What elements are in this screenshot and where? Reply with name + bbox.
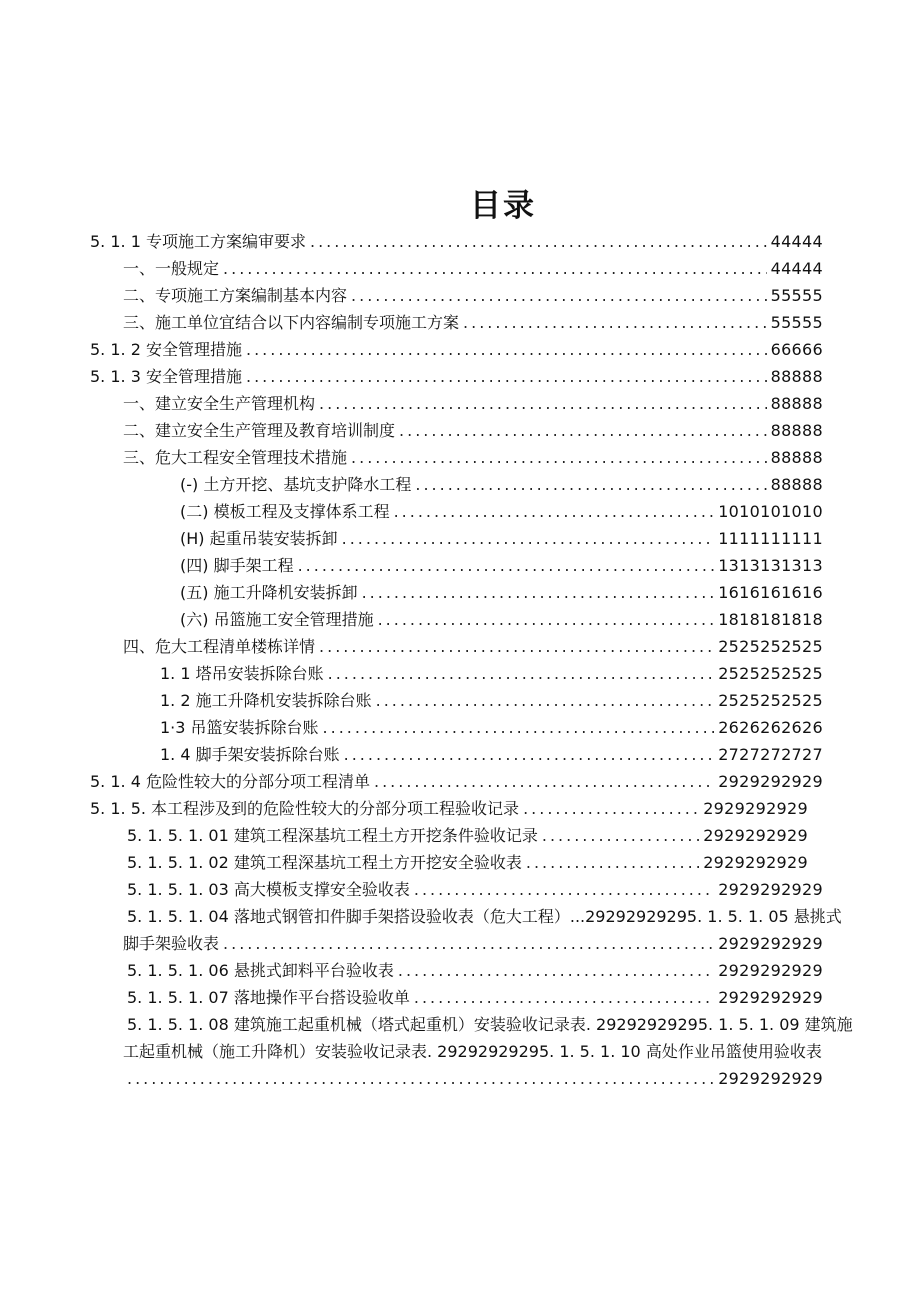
toc-leader [378, 606, 715, 633]
toc-entry[interactable] [180, 606, 823, 633]
toc-entry[interactable] [160, 714, 823, 741]
toc-leader [319, 633, 714, 660]
toc-entry[interactable] [127, 822, 808, 849]
toc-entry-wrapped-line[interactable]: 工起重机械（施工升降机）安装验收记录表. 29292929295. 1. 5. 1. 10 高处作业吊篮使用验收表 [123, 1042, 822, 1061]
toc-leader [542, 822, 699, 849]
toc-entry-page: 2929292929 [718, 1069, 823, 1088]
toc-entry-wrapped-line[interactable]: 5. 1. 5. 1. 08 建筑施工起重机械（塔式起重机）安装验收记录表. 29292929295. 1. 5. 1. 09 建筑施 [127, 1015, 853, 1034]
toc-entry-text: (五) 施工升降机安装拆卸 [180, 583, 358, 602]
toc-entry-text: 1. 1 塔吊安装拆除台账 [160, 664, 324, 683]
toc-entry-text: 三、施工单位宜结合以下内容编制专项施工方案 [123, 313, 460, 332]
toc-entry[interactable] [90, 768, 823, 795]
toc-entry-text: 1. 2 施工升降机安装拆除台账 [160, 691, 372, 710]
toc-entry[interactable] [127, 849, 808, 876]
toc-entry-text: (-) 土方开挖、基坑支护降水工程 [180, 475, 412, 494]
toc-title: 目录 [470, 188, 536, 224]
toc-entry[interactable] [180, 552, 823, 579]
toc-entry[interactable] [90, 336, 823, 363]
toc-leader [394, 498, 715, 525]
toc-leader [374, 768, 714, 795]
toc-entry-text: (六) 吊篮施工安全管理措施 [180, 610, 374, 629]
toc-entry-text: 1·3 吊篮安装拆除台账 [160, 718, 319, 737]
toc-entry[interactable] [123, 633, 823, 660]
toc-entry-text: 5. 1. 5. 1. 03 高大模板支撑安全验收表 [127, 880, 410, 899]
toc-entry[interactable] [127, 876, 823, 903]
toc-entry-page: 88888 [770, 448, 823, 467]
toc-leader [246, 336, 767, 363]
toc-entry-page: 88888 [770, 394, 823, 413]
toc-entry-page: 2929292929 [718, 772, 823, 791]
toc-leader [414, 984, 714, 1011]
toc-entry-text: 5. 1. 5. 1. 01 建筑工程深基坑工程土方开挖条件验收记录 [127, 826, 538, 845]
toc-entry-page: 2525252525 [718, 691, 823, 710]
toc-leader [310, 228, 767, 255]
toc-entry-page: 44444 [770, 259, 823, 278]
toc-entry-text: (二) 模板工程及支撑体系工程 [180, 502, 390, 521]
toc-entry[interactable] [180, 525, 823, 552]
toc-entry[interactable] [180, 471, 823, 498]
toc-entry-text: 1. 4 脚手架安装拆除台账 [160, 745, 340, 764]
toc-entry-text: 5. 1. 5. 本工程涉及到的危险性较大的分部分项工程验收记录 [90, 799, 520, 818]
toc-leader [351, 444, 767, 471]
toc-leader [223, 930, 714, 957]
toc-entry-text: 二、建立安全生产管理及教育培训制度 [123, 421, 396, 440]
toc-entry-page: 2525252525 [718, 637, 823, 656]
toc-leader [328, 660, 715, 687]
toc-leader [319, 390, 767, 417]
toc-entry-text: (H) 起重吊装安装拆卸 [180, 529, 338, 548]
toc-leader [246, 363, 767, 390]
toc-entry-page: 1313131313 [718, 556, 823, 575]
toc-entry[interactable] [180, 498, 823, 525]
toc-entry-page: 1818181818 [718, 610, 823, 629]
toc-entry-text: 5. 1. 5. 1. 06 悬挑式卸料平台验收表 [127, 961, 394, 980]
toc-entry-text: 三、危大工程安全管理技术措施 [123, 448, 348, 467]
toc-entry-page: 88888 [770, 367, 823, 386]
toc-leader [415, 471, 766, 498]
toc-entry[interactable] [160, 660, 823, 687]
toc-entry-text: 脚手架验收表 [123, 934, 220, 953]
toc-entry-page: 2929292929 [703, 826, 808, 845]
toc-entry-page: 55555 [770, 313, 823, 332]
toc-entry[interactable] [123, 417, 823, 444]
toc-entry[interactable] [160, 687, 823, 714]
toc-entry[interactable] [127, 1065, 823, 1092]
toc-entry[interactable] [123, 309, 823, 336]
toc-entry-page: 66666 [770, 340, 823, 359]
toc-leader [127, 1065, 714, 1092]
toc-entry[interactable] [160, 741, 823, 768]
toc-entry-wrapped-line[interactable]: 5. 1. 5. 1. 04 落地式钢管扣件脚手架搭设验收表（危大工程）...29292929295. 1. 5. 1. 05 悬挑式 [127, 907, 842, 926]
toc-leader [223, 255, 767, 282]
toc-entry-page: 55555 [770, 286, 823, 305]
toc-leader [362, 579, 715, 606]
toc-entry-text: 5. 1. 2 安全管理措施 [90, 340, 242, 359]
toc-leader [323, 714, 715, 741]
toc-entry-text: 一、一般规定 [123, 259, 220, 278]
toc-entry-page: 2525252525 [718, 664, 823, 683]
toc-entry-page: 88888 [770, 475, 823, 494]
toc-leader [344, 741, 715, 768]
toc-leader [526, 849, 699, 876]
toc-entry[interactable] [123, 255, 823, 282]
toc-entry[interactable] [123, 282, 823, 309]
toc-entry-page: 44444 [770, 232, 823, 251]
toc-leader [351, 282, 767, 309]
toc-leader [523, 795, 699, 822]
toc-entry-page: 2929292929 [718, 988, 823, 1007]
toc-leader [463, 309, 767, 336]
toc-entry-page: 2626262626 [718, 718, 823, 737]
toc-entry-text: 5. 1. 5. 1. 02 建筑工程深基坑工程土方开挖安全验收表 [127, 853, 522, 872]
toc-entry-page: 2929292929 [703, 799, 808, 818]
toc-leader [398, 957, 714, 984]
toc-entry-page: 2727272727 [718, 745, 823, 764]
toc-entry-text: 5. 1. 4 危险性较大的分部分项工程清单 [90, 772, 370, 791]
toc-entry[interactable] [90, 228, 823, 255]
toc-entry-text: (四) 脚手架工程 [180, 556, 294, 575]
toc-entry[interactable] [90, 795, 808, 822]
toc-entry-page: 88888 [770, 421, 823, 440]
toc-entry[interactable] [123, 390, 823, 417]
toc-entry-page: 1111111111 [718, 529, 823, 548]
toc-entry-text: 四、危大工程清单楼栋详情 [123, 637, 316, 656]
toc-entry-text: 二、专项施工方案编制基本内容 [123, 286, 348, 305]
toc-entry-page: 1010101010 [718, 502, 823, 521]
toc-entry[interactable] [180, 579, 823, 606]
toc-entry-page: 1616161616 [718, 583, 823, 602]
toc-entry[interactable] [127, 984, 823, 1011]
toc-entry-page: 2929292929 [718, 880, 823, 899]
toc-leader [376, 687, 715, 714]
toc-entry[interactable] [90, 363, 823, 390]
toc-leader [298, 552, 715, 579]
toc-entry-text: 5. 1. 1 专项施工方案编审要求 [90, 232, 306, 251]
toc-leader [414, 876, 714, 903]
toc-entry-text: 一、建立安全生产管理机构 [123, 394, 316, 413]
toc-entry-text: 5. 1. 3 安全管理措施 [90, 367, 242, 386]
toc-entry[interactable] [123, 444, 823, 471]
toc-entry-page: 2929292929 [718, 934, 823, 953]
toc-entry-text: 5. 1. 5. 1. 07 落地操作平台搭设验收单 [127, 988, 410, 1007]
toc-entry[interactable] [123, 930, 823, 957]
toc-leader [399, 417, 767, 444]
toc-entry-page: 2929292929 [718, 961, 823, 980]
toc-entry-page: 2929292929 [703, 853, 808, 872]
toc-leader [342, 525, 715, 552]
toc-entry[interactable] [127, 957, 823, 984]
